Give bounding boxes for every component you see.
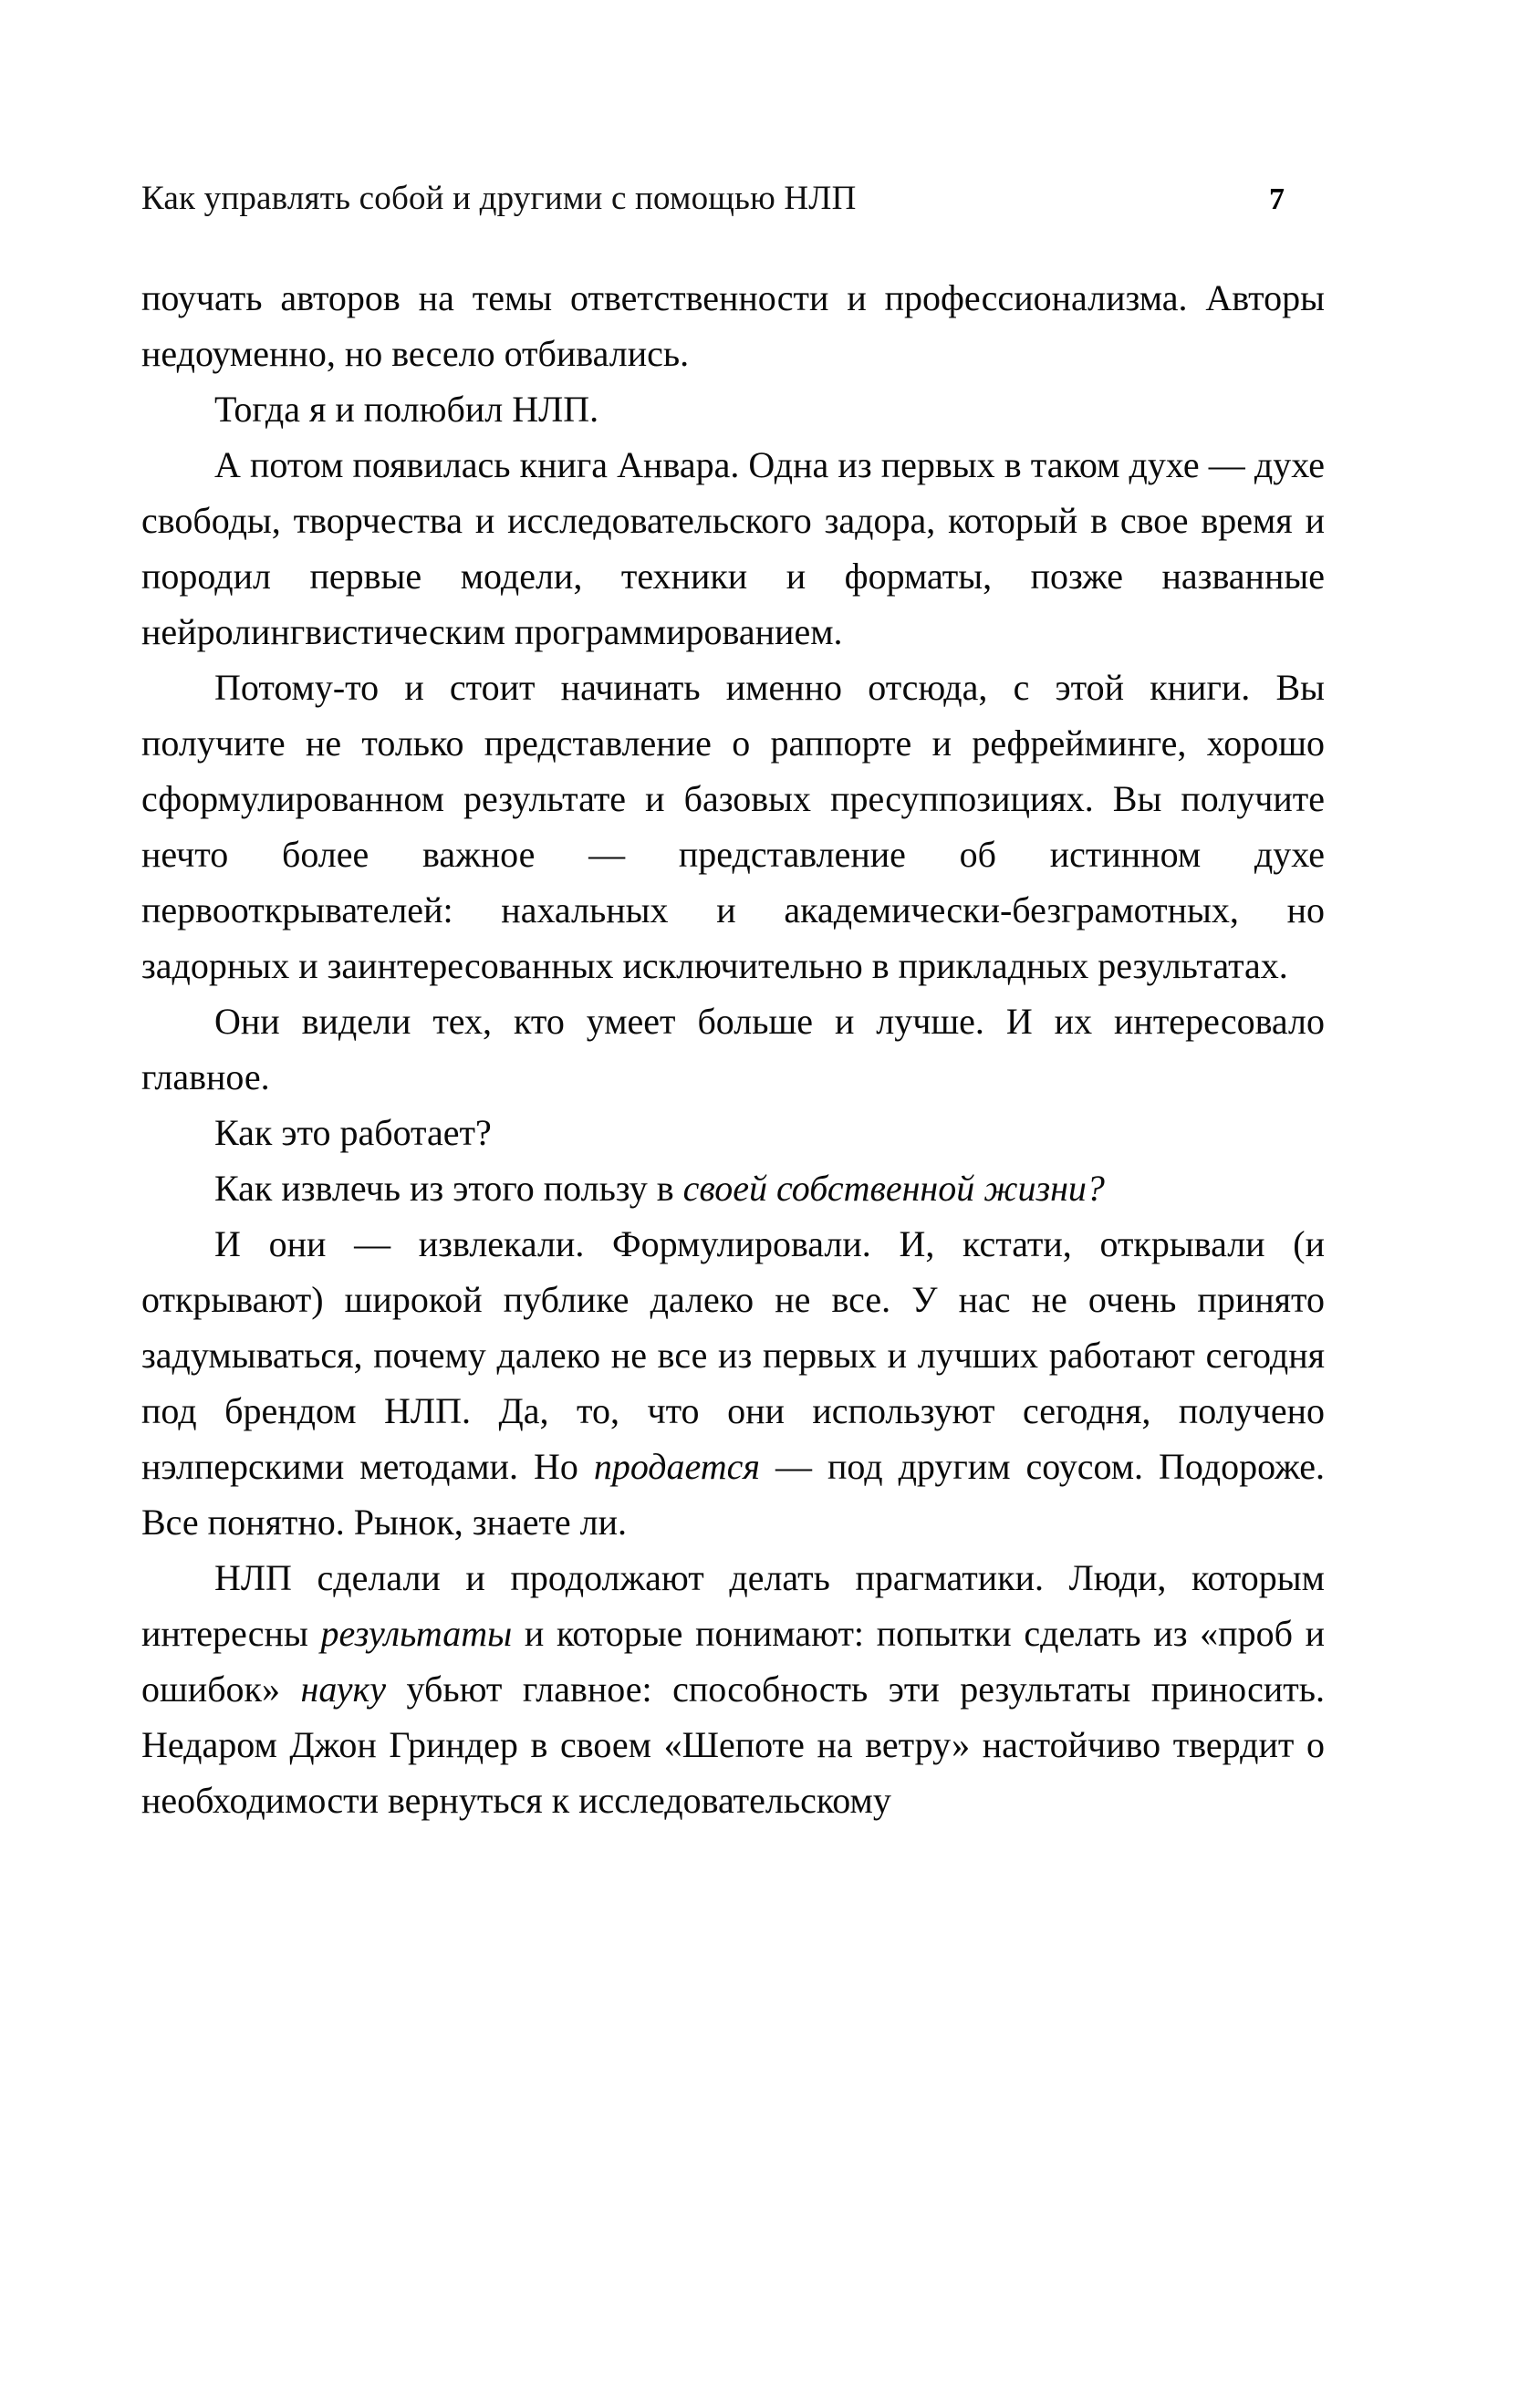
- running-head-title: Как управлять собой и другими с помощью НЛП: [141, 180, 857, 217]
- text-run: поучать авторов на темы ответственности и профессионализма. Авторы недоуменно, но весело отбивались.: [141, 277, 1325, 374]
- text-run: Они видели тех, кто умеет больше и лучше. И их интересовало главное.: [141, 1001, 1325, 1097]
- text-run: И они — извлекали. Формулировали. И, кстати, открывали (и открывают) широкой публике далеко не все. У нас не очень принято задумываться, почему далеко не все из первых и лучших работают сегодня под брендом НЛП. Да, то, что они используют сегодня, получено нэлперскими методами. Но: [141, 1223, 1325, 1487]
- emphasis-run: результаты: [320, 1613, 513, 1654]
- text-run: убьют главное: способность эти результаты приносить. Недаром Джон Гриндер в своем «Шепоте на ветру» настойчиво твердит о необходимости вернуться к исследовательскому: [141, 1669, 1325, 1821]
- emphasis-run: науку: [300, 1669, 387, 1710]
- text-run: и которые понимают: попытки сделать из «проб и ошибок»: [141, 1613, 1325, 1710]
- emphasis-run: своей собственной жизни?: [682, 1168, 1105, 1209]
- running-head: [141, 179, 1323, 219]
- paragraph: [141, 381, 1325, 437]
- paragraph: [141, 270, 1325, 381]
- emphasis-run: продается: [593, 1446, 760, 1487]
- text-run: Тогда я и полюбил НЛП.: [214, 389, 599, 430]
- text-run: — под другим соусом. Подороже. Все понятно. Рынок, знаете ли.: [141, 1446, 1325, 1543]
- paragraph: [141, 437, 1325, 660]
- paragraph: [141, 1550, 1325, 1828]
- text-run: НЛП сделали и продолжают делать прагматики. Люди, которым интересны: [141, 1557, 1325, 1654]
- paragraph: [141, 993, 1325, 1105]
- page-number: 7: [1269, 182, 1285, 216]
- paragraph: [141, 1105, 1325, 1160]
- paragraph: [141, 1160, 1325, 1216]
- paragraph: [141, 1216, 1325, 1550]
- text-run: Как это работает?: [214, 1112, 492, 1153]
- text-run: Потому-то и стоит начинать именно отсюда, с этой книги. Вы получите не только представление о раппорте и рефрейминге, хорошо сформулированном результате и базовых пресуппозициях. Вы получите нечто более важное — представление об истинном духе первооткрывателей: нахальных и академически-безграмотных, но задорных и заинтересованных исключительно в прикладных результатах.: [141, 667, 1325, 986]
- paragraph: [141, 660, 1325, 993]
- body-text-block: [141, 270, 1325, 1828]
- text-run: Как извлечь из этого пользу в: [214, 1168, 683, 1209]
- text-run: А потом появилась книга Анвара. Одна из первых в таком духе — духе свободы, творчества и исследовательского задора, который в свое время и породил первые модели, техники и форматы, позже названные нейролингвистическим программированием.: [141, 444, 1325, 652]
